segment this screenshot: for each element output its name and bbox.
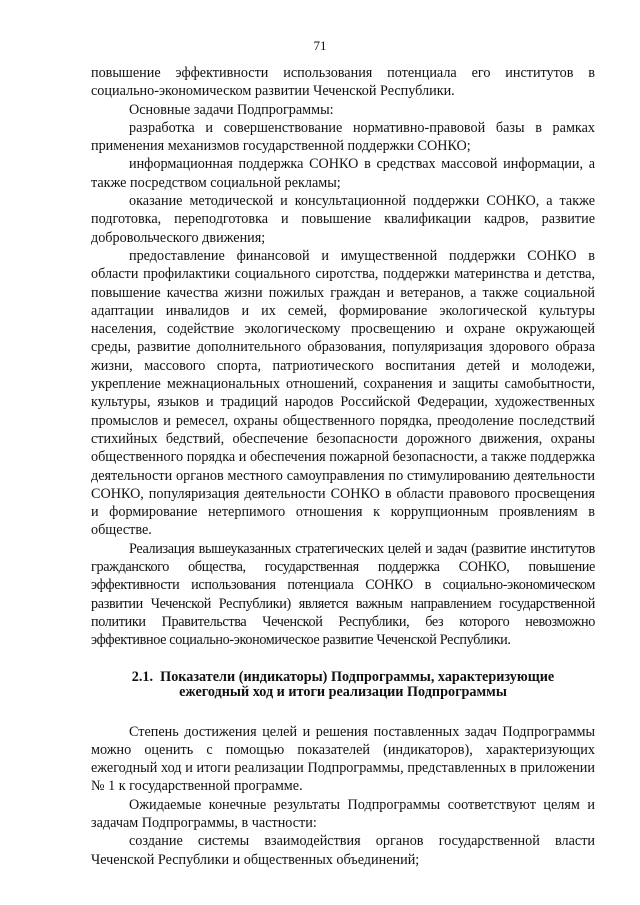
- page-content: [91, 64, 595, 869]
- paragraph-indicators: Степень достижения целей и решения поставленных задач Подпрограммы можно оценить с помощью показателей (индикаторов), характеризующих ежегодный ход и итоги реализации Подпрограммы, представленных в приложении № 1 к государственной программе.: [91, 723, 595, 795]
- section-heading: [91, 670, 595, 701]
- paragraph-tasks-title: Основные задачи Подпрограммы:: [129, 101, 334, 118]
- section-heading-line-2: ежегодный ход и итоги реализации Подпрограммы: [179, 684, 507, 700]
- paragraph-task-regulatory: разработка и совершенствование нормативно-правовой базы в рамках применения механизмов государственной поддержки СОНКО;: [91, 119, 595, 155]
- paragraph-interaction-system: создание системы взаимодействия органов государственной власти Чеченской Республики и общественных объединений;: [91, 833, 595, 868]
- page-number: 71: [313, 38, 327, 53]
- paragraph-expected-results: Ожидаемые конечные результаты Подпрограммы соответствуют целям и задачам Подпрограммы, в частности:: [91, 796, 595, 831]
- paragraph-intro: повышение эффективности использования потенциала его институтов в социально-экономическом развитии Чеченской Республики.: [91, 65, 595, 100]
- section-number: 2.1.: [131, 668, 154, 685]
- paragraph-task-financial: предоставление финансовой и имущественной поддержки СОНКО в области профилактики социального сиротства, поддержки материнства и детства, повышение качества жизни пожилых граждан и ветеранов, а также социальной адаптации инвалидов и их семей, формирование экологической культуры населения, содействие экологическому просвещению и охране окружающей среды, развитие дополнительного образования, популяризация здорового образа жизни, массового спорта, патриотического воспитания детей и молодежи, укрепление межнациональных отношений, сохранения и защиты самобытности, культуры, языков и традиций народов Российской Федерации, художественных промыслов и ремесел, охраны общественного порядка, преодоление последствий стихийных бедствий, обеспечение безопасности дорожного движения, охраны общественного порядка и обеспечения пожарной безопасности, а также поддержка деятельности органов местного самоуправления по стимулированию деятельности СОНКО, популяризация деятельности СОНКО в области правового просвещения и формирование нетерпимого отношения к коррупционным проявлениям в обществе.: [91, 247, 595, 539]
- section-title-line-1: Показатели (индикаторы) Подпрограммы, характеризующие: [160, 668, 555, 685]
- paragraph-implementation: Реализация вышеуказанных стратегических целей и задач (развитие институтов гражданского общества, государственная поддержка СОНКО, повышение эффективности использования потенциала СОНКО в социально-экономическом развитии Чеченской Республики) является важным направлением государственной политики Правительства Чеченской Республики, без которого невозможно эффективное социально-экономическое развитие Чеченской Республики.: [91, 540, 595, 649]
- section-heading-line-1: [91, 670, 595, 686]
- paragraph-task-information: информационная поддержка СОНКО в средствах массовой информации, а также посредством социальной рекламы;: [91, 156, 595, 191]
- paragraph-task-methodical: оказание методической и консультационной поддержки СОНКО, а также подготовка, переподготовка и повышение квалификации кадров, развитие добровольческого движения;: [91, 193, 595, 246]
